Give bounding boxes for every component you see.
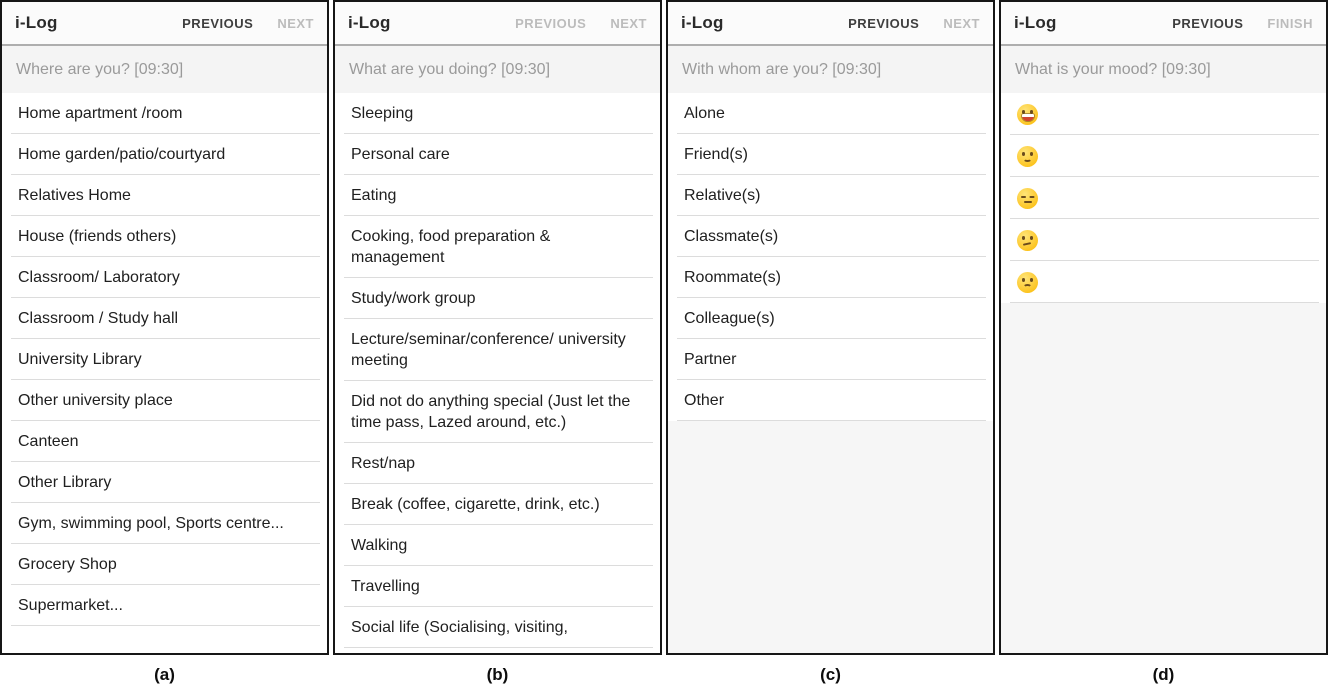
option-item[interactable] (668, 298, 993, 339)
option-item[interactable] (2, 216, 327, 257)
option-item[interactable] (335, 443, 660, 484)
option-item[interactable] (668, 175, 993, 216)
next-button[interactable]: NEXT (277, 15, 314, 31)
option-label: Alone (684, 105, 725, 122)
slightly-frowning-face-icon (1017, 272, 1038, 293)
option-label: Cooking, food preparation & management (351, 228, 551, 266)
slightly-smiling-face-icon (1017, 146, 1038, 167)
expressionless-face-icon (1017, 188, 1038, 209)
option-label: Break (coffee, cigarette, drink, etc.) (351, 496, 600, 513)
option-item[interactable] (668, 257, 993, 298)
option-item[interactable] (668, 134, 993, 175)
question-text: What are you doing? [09:30] (335, 46, 660, 93)
app-bar (335, 2, 660, 46)
mood-option[interactable] (1001, 219, 1326, 261)
app-title: i-Log (15, 13, 58, 32)
option-label: Sleeping (351, 105, 414, 122)
option-label: Classroom / Study hall (18, 310, 179, 327)
figure-label-d: (d) (1152, 665, 1175, 684)
app-bar-actions (848, 16, 980, 31)
ilog-screen-doing (333, 0, 662, 655)
option-label: Travelling (351, 578, 420, 595)
option-label: Walking (351, 537, 408, 554)
option-item[interactable] (668, 93, 993, 134)
app-bar-actions (515, 16, 647, 31)
mood-option[interactable] (1001, 93, 1326, 135)
option-label: Study/work group (351, 290, 476, 307)
app-bar (668, 2, 993, 46)
option-label: Partner (684, 351, 737, 368)
option-label: Other Library (18, 474, 112, 491)
previous-button[interactable]: PREVIOUS (1172, 15, 1244, 31)
option-item[interactable] (335, 216, 660, 278)
figure-label-a: (a) (154, 665, 175, 684)
option-item[interactable] (2, 380, 327, 421)
app-title: i-Log (681, 13, 724, 32)
option-item[interactable] (335, 381, 660, 443)
question-text: What is your mood? [09:30] (1001, 46, 1326, 93)
mood-option[interactable] (1001, 261, 1326, 303)
mood-option[interactable] (1001, 177, 1326, 219)
app-bar-actions (1172, 16, 1313, 31)
options-list (335, 93, 660, 653)
option-item[interactable] (2, 298, 327, 339)
option-item[interactable] (335, 175, 660, 216)
option-item[interactable] (2, 175, 327, 216)
option-item[interactable] (2, 257, 327, 298)
figure-label-b: (b) (486, 665, 509, 684)
app-bar (1001, 2, 1326, 46)
question-text: With whom are you? [09:30] (668, 46, 993, 93)
option-label: Classroom/ Laboratory (18, 269, 180, 286)
option-label: Personal care (351, 146, 450, 163)
options-list (2, 93, 327, 653)
option-item[interactable] (2, 544, 327, 585)
option-label: Eating (351, 187, 397, 204)
previous-button[interactable]: PREVIOUS (848, 15, 920, 31)
option-label: Social life (Socialising, visiting, (351, 619, 568, 636)
next-button[interactable]: NEXT (943, 15, 980, 31)
ilog-screen-mood (999, 0, 1328, 655)
mood-option[interactable] (1001, 135, 1326, 177)
app-title: i-Log (1014, 13, 1057, 32)
option-item[interactable] (2, 585, 327, 626)
next-button[interactable]: NEXT (610, 15, 647, 31)
mood-options-list (1001, 93, 1326, 653)
ilog-screen-where (0, 0, 329, 655)
option-item[interactable] (668, 216, 993, 257)
app-title: i-Log (348, 13, 391, 32)
option-label: Friend(s) (684, 146, 749, 163)
option-item[interactable] (335, 134, 660, 175)
option-label: Roommate(s) (684, 269, 781, 286)
option-item[interactable] (2, 462, 327, 503)
option-item[interactable] (335, 278, 660, 319)
figure-label-c: (c) (820, 665, 841, 684)
confused-face-icon (1017, 230, 1038, 251)
option-item[interactable] (2, 339, 327, 380)
ilog-screen-with-whom (666, 0, 995, 655)
option-label: Classmate(s) (684, 228, 779, 245)
option-label: Colleague(s) (684, 310, 775, 327)
option-label: Supermarket... (18, 597, 123, 614)
option-label: Grocery Shop (18, 556, 117, 573)
option-label: Relatives Home (18, 187, 131, 204)
question-text: Where are you? [09:30] (2, 46, 327, 93)
option-item[interactable] (335, 607, 660, 648)
option-item[interactable] (668, 380, 993, 421)
option-item[interactable] (2, 503, 327, 544)
option-label: Other university place (18, 392, 173, 409)
option-label: Other (684, 392, 725, 409)
option-item[interactable] (335, 319, 660, 381)
option-item[interactable] (335, 525, 660, 566)
option-label: House (friends others) (18, 228, 177, 245)
option-label: University Library (18, 351, 142, 368)
grinning-face-icon (1017, 104, 1038, 125)
option-label: Gym, swimming pool, Sports centre... (18, 515, 284, 532)
option-label: Home apartment /room (18, 105, 183, 122)
option-label: Home garden/patio/courtyard (18, 146, 226, 163)
option-label: Rest/nap (351, 455, 416, 472)
option-label: Did not do anything special (Just let the time pass, Lazed around, etc.) (351, 393, 631, 431)
option-item[interactable] (2, 421, 327, 462)
option-item[interactable] (335, 93, 660, 134)
finish-button[interactable]: FINISH (1267, 15, 1313, 31)
app-bar-actions (182, 16, 314, 31)
option-label: Lecture/seminar/conference/ university meeting (351, 331, 626, 369)
option-item[interactable] (335, 566, 660, 607)
option-label: Canteen (18, 433, 79, 450)
app-bar (2, 2, 327, 46)
option-item[interactable] (2, 93, 327, 134)
figure-captions (0, 655, 1329, 685)
options-list (668, 93, 993, 653)
previous-button[interactable]: PREVIOUS (182, 15, 254, 31)
option-item[interactable] (335, 484, 660, 525)
option-label: Relative(s) (684, 187, 761, 204)
option-item[interactable] (668, 339, 993, 380)
option-item[interactable] (2, 134, 327, 175)
previous-button[interactable]: PREVIOUS (515, 15, 587, 31)
